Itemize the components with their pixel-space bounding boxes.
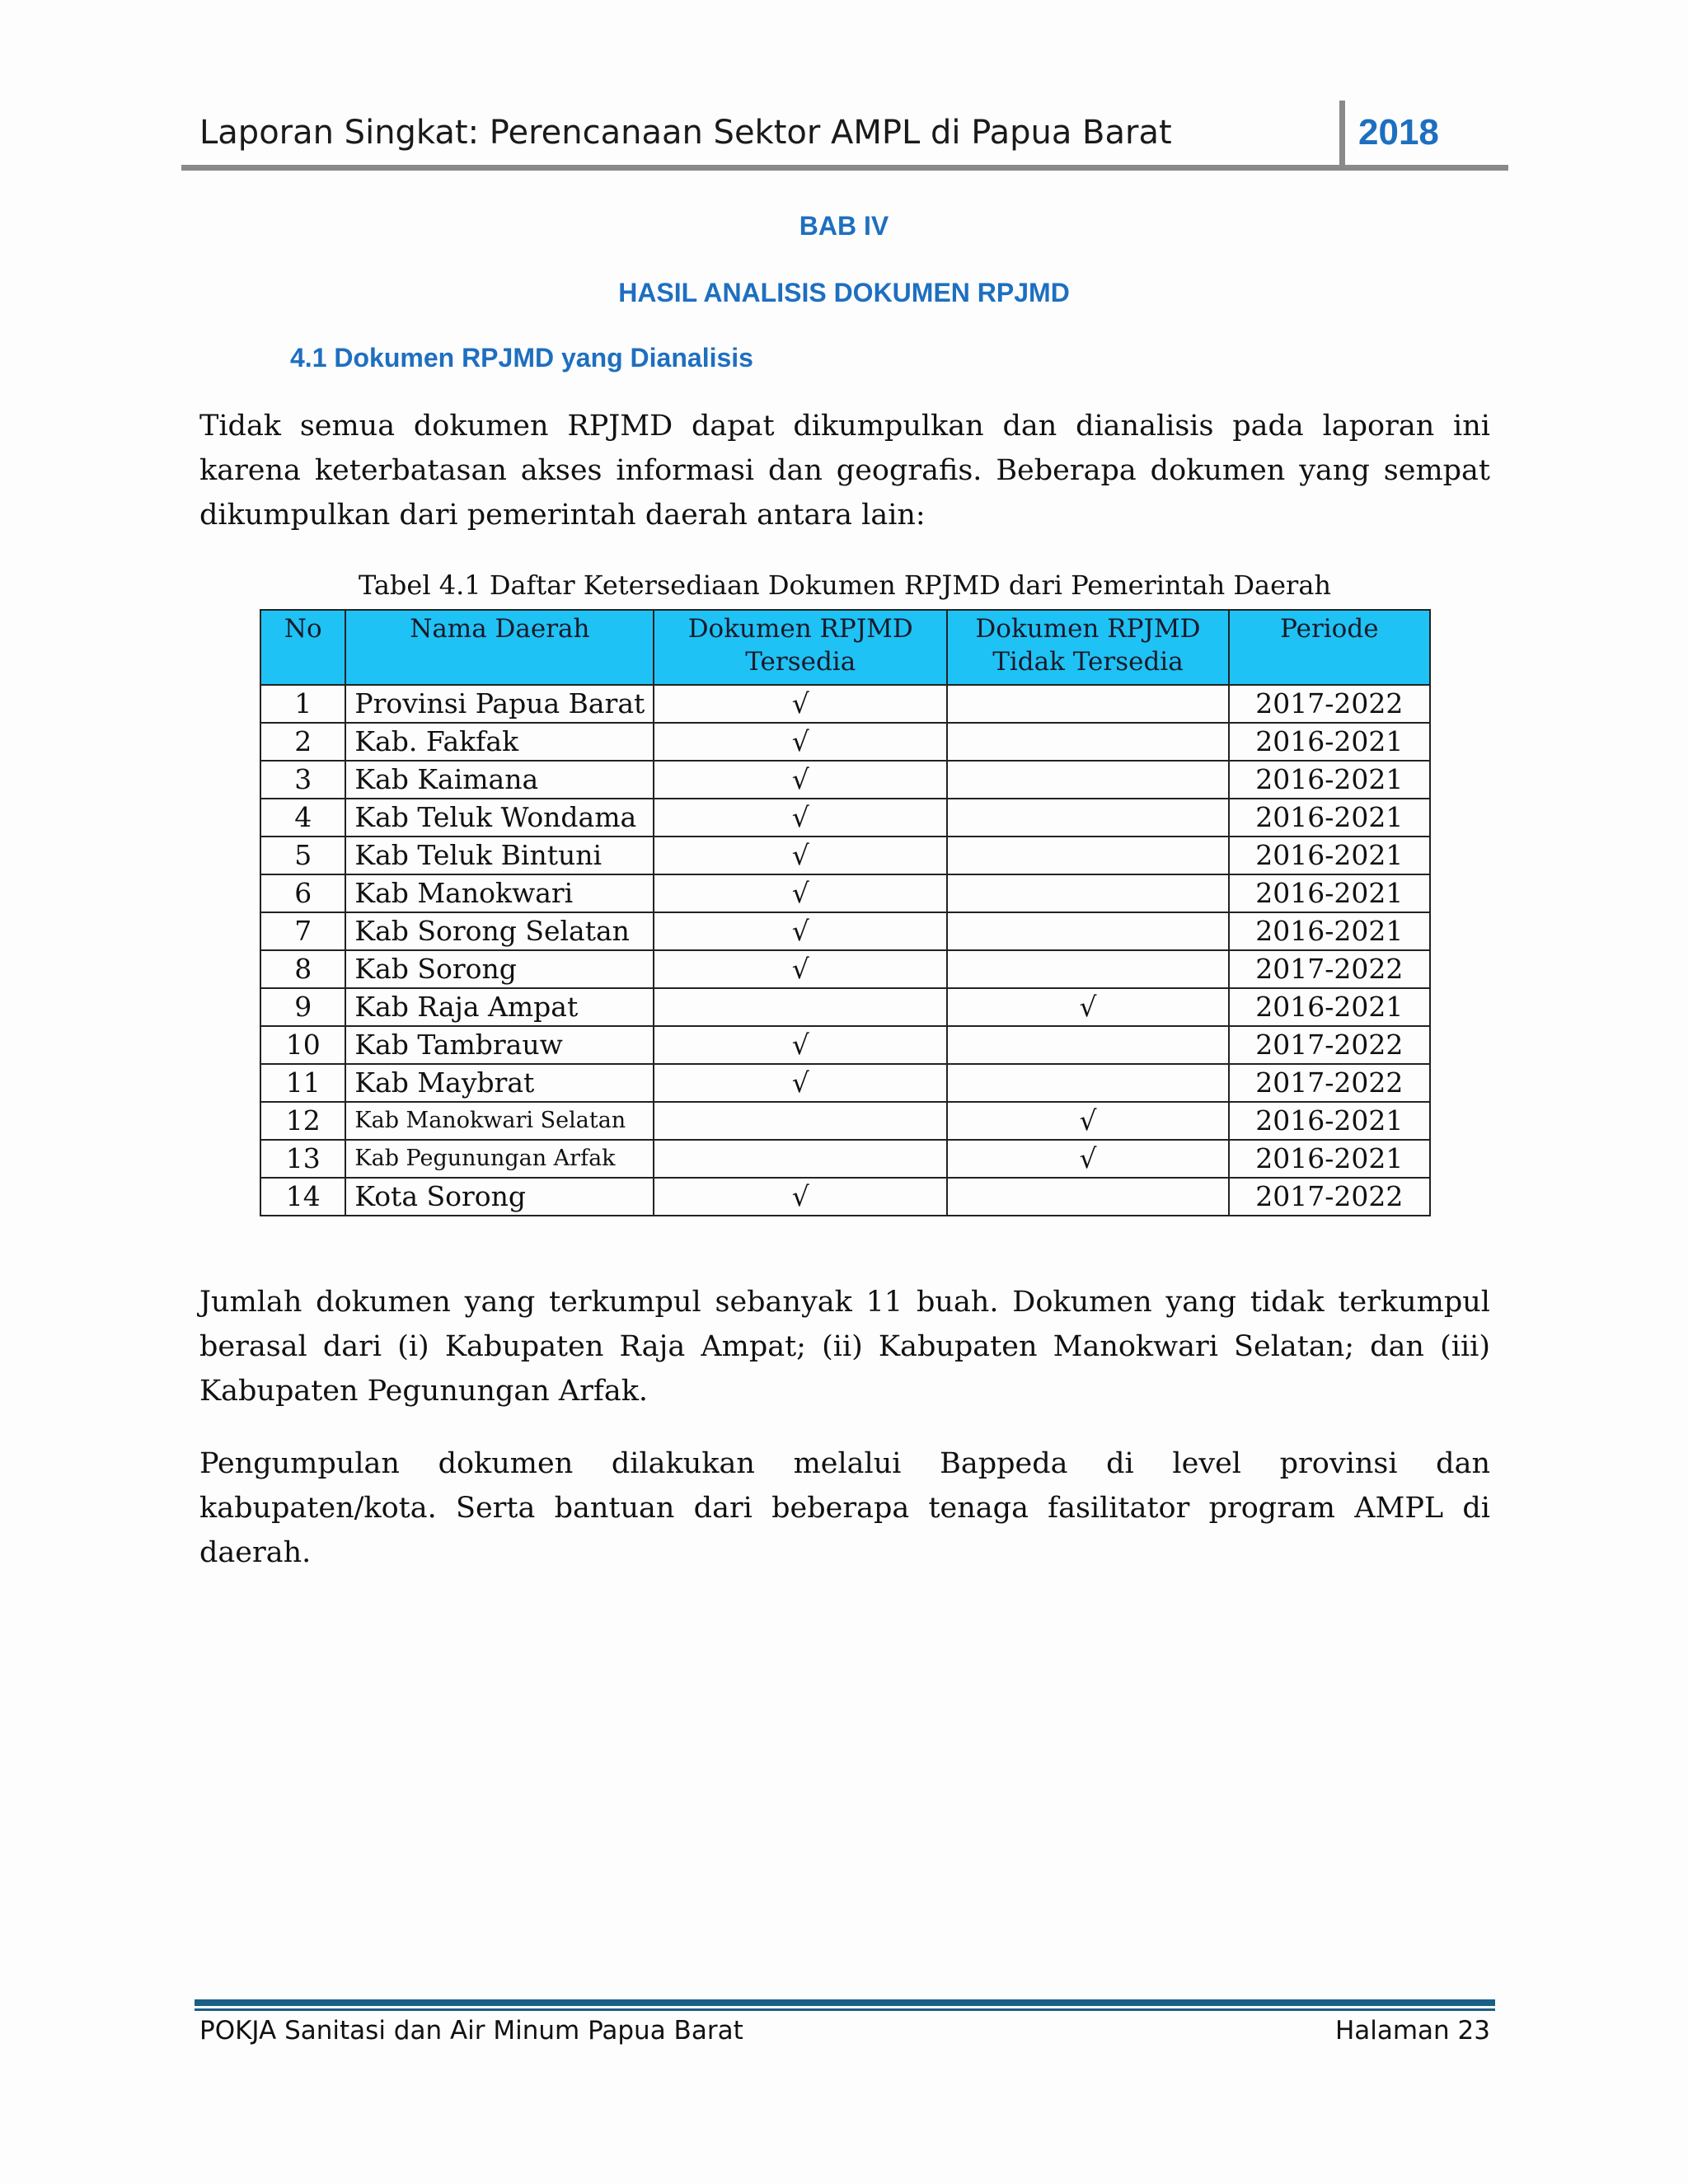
cell-name: Kab Maybrat [345, 1064, 654, 1102]
cell-period: 2016-2021 [1229, 723, 1430, 761]
rpjmd-table [260, 609, 1431, 1216]
cell-name: Kota Sorong [345, 1178, 654, 1216]
table-row [260, 685, 1430, 723]
cell-available: √ [654, 685, 947, 723]
cell-available: √ [654, 1026, 947, 1064]
cell-no: 6 [260, 874, 345, 912]
footer-rule-thin [195, 2008, 1495, 2011]
cell-unavailable: √ [947, 1102, 1229, 1140]
cell-name: Kab Manokwari Selatan [345, 1102, 654, 1140]
table-row [260, 1102, 1430, 1140]
header-rule [181, 165, 1508, 171]
cell-name: Kab Kaimana [345, 761, 654, 799]
cell-period: 2016-2021 [1229, 837, 1430, 874]
cell-no: 14 [260, 1178, 345, 1216]
cell-no: 4 [260, 799, 345, 837]
cell-unavailable [947, 1026, 1229, 1064]
cell-name: Kab Manokwari [345, 874, 654, 912]
cell-unavailable [947, 761, 1229, 799]
cell-period: 2016-2021 [1229, 1102, 1430, 1140]
cell-no: 2 [260, 723, 345, 761]
cell-unavailable: √ [947, 1140, 1229, 1178]
cell-period: 2016-2021 [1229, 761, 1430, 799]
cell-name: Kab Sorong [345, 950, 654, 988]
summary-paragraph: Jumlah dokumen yang terkumpul sebanyak 11 buah. Dokumen yang tidak terkumpul berasal dari (i) Kabupaten Raja Ampat; (ii) Kabupaten Manokwari Selatan; dan (iii) Kabupaten Pegunungan Arfak. [199, 1286, 1490, 1408]
cell-no: 9 [260, 988, 345, 1026]
cell-unavailable [947, 799, 1229, 837]
cell-period: 2017-2022 [1229, 1178, 1430, 1216]
cell-unavailable [947, 912, 1229, 950]
cell-available [654, 988, 947, 1026]
cell-unavailable [947, 1064, 1229, 1102]
intro-paragraph: Tidak semua dokumen RPJMD dapat dikumpulkan dan dianalisis pada laporan ini karena keterbatasan akses informasi dan geografis. Beberapa dokumen yang sempat dikumpulkan dari pemerintah daerah antara lain: [199, 410, 1490, 532]
header-no: No [260, 610, 345, 685]
cell-available: √ [654, 723, 947, 761]
cell-unavailable [947, 685, 1229, 723]
table-row [260, 1178, 1430, 1216]
cell-no: 10 [260, 1026, 345, 1064]
header-unavailable: Dokumen RPJMD Tidak Tersedia [947, 610, 1229, 685]
header-title: Laporan Singkat: Perencanaan Sektor AMPL di Papua Barat [199, 114, 1172, 152]
cell-name: Kab Raja Ampat [345, 988, 654, 1026]
cell-unavailable [947, 874, 1229, 912]
cell-name: Kab Teluk Bintuni [345, 837, 654, 874]
cell-name: Provinsi Papua Barat [345, 685, 654, 723]
footer-organization: POKJA Sanitasi dan Air Minum Papua Barat [199, 2016, 743, 2046]
table-caption: Tabel 4.1 Daftar Ketersediaan Dokumen RPJMD dari Pemerintah Daerah [358, 569, 1332, 601]
cell-no: 12 [260, 1102, 345, 1140]
cell-period: 2017-2022 [1229, 1064, 1430, 1102]
page-header [181, 97, 1508, 171]
cell-unavailable [947, 950, 1229, 988]
cell-no: 5 [260, 837, 345, 874]
cell-period: 2016-2021 [1229, 799, 1430, 837]
table-header-row [260, 610, 1430, 685]
footer-rule [195, 1999, 1495, 2006]
cell-no: 1 [260, 685, 345, 723]
cell-available: √ [654, 837, 947, 874]
cell-available: √ [654, 1064, 947, 1102]
cell-available: √ [654, 912, 947, 950]
cell-name: Kab Pegunungan Arfak [345, 1140, 654, 1178]
cell-available [654, 1140, 947, 1178]
cell-available: √ [654, 799, 947, 837]
cell-name: Kab Teluk Wondama [345, 799, 654, 837]
cell-name: Kab Tambrauw [345, 1026, 654, 1064]
table-row [260, 988, 1430, 1026]
cell-period: 2016-2021 [1229, 874, 1430, 912]
cell-unavailable [947, 837, 1229, 874]
cell-available: √ [654, 761, 947, 799]
header-divider [1339, 101, 1345, 170]
cell-name: Kab. Fakfak [345, 723, 654, 761]
table-row [260, 912, 1430, 950]
table-row [260, 723, 1430, 761]
table-row [260, 950, 1430, 988]
table-row [260, 1064, 1430, 1102]
table-row [260, 799, 1430, 837]
cell-available: √ [654, 874, 947, 912]
cell-no: 7 [260, 912, 345, 950]
chapter-title: HASIL ANALISIS DOKUMEN RPJMD [618, 278, 1070, 307]
footer-page-number: Halaman 23 [1334, 2016, 1490, 2046]
cell-period: 2016-2021 [1229, 1140, 1430, 1178]
table-row [260, 837, 1430, 874]
cell-period: 2017-2022 [1229, 950, 1430, 988]
cell-available: √ [654, 1178, 947, 1216]
cell-available [654, 1102, 947, 1140]
cell-unavailable: √ [947, 988, 1229, 1026]
cell-available: √ [654, 950, 947, 988]
table-row [260, 1140, 1430, 1178]
table-row [260, 761, 1430, 799]
cell-no: 3 [260, 761, 345, 799]
cell-period: 2016-2021 [1229, 988, 1430, 1026]
cell-name: Kab Sorong Selatan [345, 912, 654, 950]
cell-period: 2017-2022 [1229, 1026, 1430, 1064]
table-row [260, 874, 1430, 912]
section-title: 4.1 Dokumen RPJMD yang Dianalisis [290, 343, 753, 373]
header-period: Periode [1229, 610, 1430, 685]
cell-no: 11 [260, 1064, 345, 1102]
cell-unavailable [947, 723, 1229, 761]
collection-paragraph: Pengumpulan dokumen dilakukan melalui Bappeda di level provinsi dan kabupaten/kota. Serta bantuan dari beberapa tenaga fasilitator program AMPL di daerah. [199, 1447, 1490, 1569]
table-row [260, 1026, 1430, 1064]
header-available: Dokumen RPJMD Tersedia [654, 610, 947, 685]
cell-no: 13 [260, 1140, 345, 1178]
chapter-label: BAB IV [799, 211, 889, 241]
cell-period: 2017-2022 [1229, 685, 1430, 723]
header-year: 2018 [1358, 112, 1439, 152]
cell-period: 2016-2021 [1229, 912, 1430, 950]
header-name: Nama Daerah [345, 610, 654, 685]
cell-no: 8 [260, 950, 345, 988]
cell-unavailable [947, 1178, 1229, 1216]
